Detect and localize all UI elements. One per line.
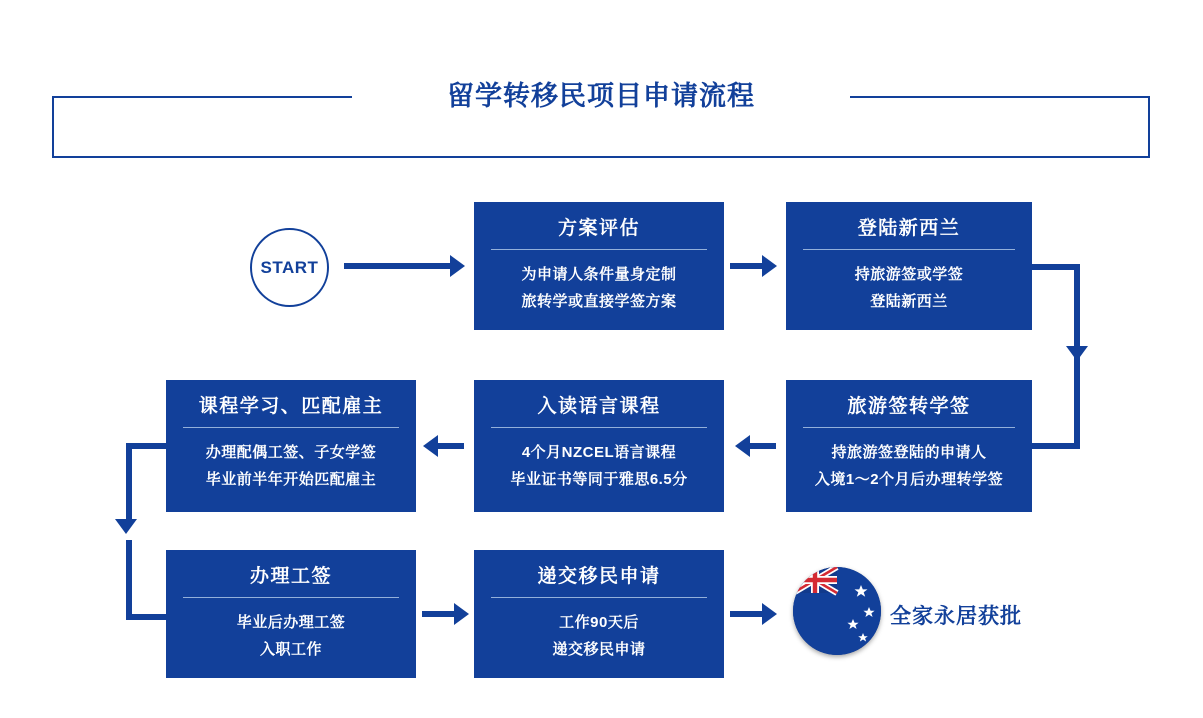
node-work-visa bbox=[166, 550, 416, 678]
node-plan-assessment bbox=[474, 202, 724, 330]
node-body bbox=[474, 598, 724, 675]
node-body-line: 为申请人条件量身定制 bbox=[521, 266, 677, 283]
node-tourist-to-student-visa bbox=[786, 380, 1032, 512]
node-title: 方案评估 bbox=[557, 218, 640, 239]
node-title: 递交移民申请 bbox=[537, 566, 661, 587]
node-body bbox=[474, 428, 724, 505]
node-submit-immigration bbox=[474, 550, 724, 678]
node-body-line: 登陆新西兰 bbox=[870, 293, 948, 310]
arrow-head-icon bbox=[762, 603, 777, 625]
arrow-head-icon bbox=[735, 435, 750, 457]
node-title: 课程学习、匹配雇主 bbox=[198, 396, 384, 417]
node-body-line: 递交移民申请 bbox=[552, 641, 646, 658]
node-body bbox=[786, 428, 1032, 505]
node-body-line: 工作90天后 bbox=[559, 614, 639, 631]
node-body-line: 4个月NZCEL语言课程 bbox=[521, 444, 677, 461]
node-course-and-employer bbox=[166, 380, 416, 512]
node-body-line: 毕业后办理工签 bbox=[236, 614, 346, 631]
node-body-line: 持旅游签或学签 bbox=[854, 266, 964, 283]
arrow-head-icon bbox=[454, 603, 469, 625]
node-body bbox=[166, 428, 416, 505]
connector-right-vertical bbox=[1074, 270, 1080, 449]
arrow-work-to-submit bbox=[422, 611, 456, 617]
connector-right-into-tourist bbox=[1032, 443, 1080, 449]
connector-left-vertical bbox=[126, 540, 132, 620]
connector-arrive-to-tourist-segment bbox=[1032, 264, 1080, 270]
page-title: 留学转移民项目申请流程 bbox=[360, 78, 842, 114]
new-zealand-flag-icon bbox=[793, 567, 881, 655]
node-body-line: 毕业证书等同于雅思6.5分 bbox=[510, 471, 688, 488]
arrow-head-icon bbox=[423, 435, 438, 457]
arrow-submit-to-final bbox=[730, 611, 764, 617]
node-title: 办理工签 bbox=[249, 566, 332, 587]
connector-course-to-work-segment bbox=[126, 443, 172, 449]
arrow-head-icon bbox=[115, 519, 137, 534]
node-body bbox=[166, 598, 416, 675]
arrow-head-icon bbox=[762, 255, 777, 277]
node-body-line: 办理配偶工签、子女学签 bbox=[205, 444, 377, 461]
node-title: 入读语言课程 bbox=[537, 396, 661, 417]
connector-course-to-work-segment bbox=[126, 443, 132, 523]
arrow-plan-to-arrive bbox=[730, 263, 764, 269]
node-body bbox=[474, 250, 724, 327]
node-body-line: 入境1～2个月后办理转学签 bbox=[814, 471, 1004, 488]
node-language-course bbox=[474, 380, 724, 512]
node-body-line: 持旅游签登陆的申请人 bbox=[831, 444, 987, 461]
node-title: 登陆新西兰 bbox=[857, 218, 961, 239]
node-body-line: 毕业前半年开始匹配雇主 bbox=[205, 471, 377, 488]
node-body-line: 入职工作 bbox=[259, 641, 322, 658]
final-outcome-label: 全家永居获批 bbox=[890, 605, 1022, 628]
node-body-line: 旅转学或直接学签方案 bbox=[521, 293, 677, 310]
node-title: 旅游签转学签 bbox=[847, 396, 971, 417]
node-arrive-nz bbox=[786, 202, 1032, 330]
start-node: START bbox=[250, 228, 329, 307]
arrow-head-icon bbox=[450, 255, 465, 277]
node-body bbox=[786, 250, 1032, 327]
arrow-start-to-plan bbox=[344, 263, 452, 269]
